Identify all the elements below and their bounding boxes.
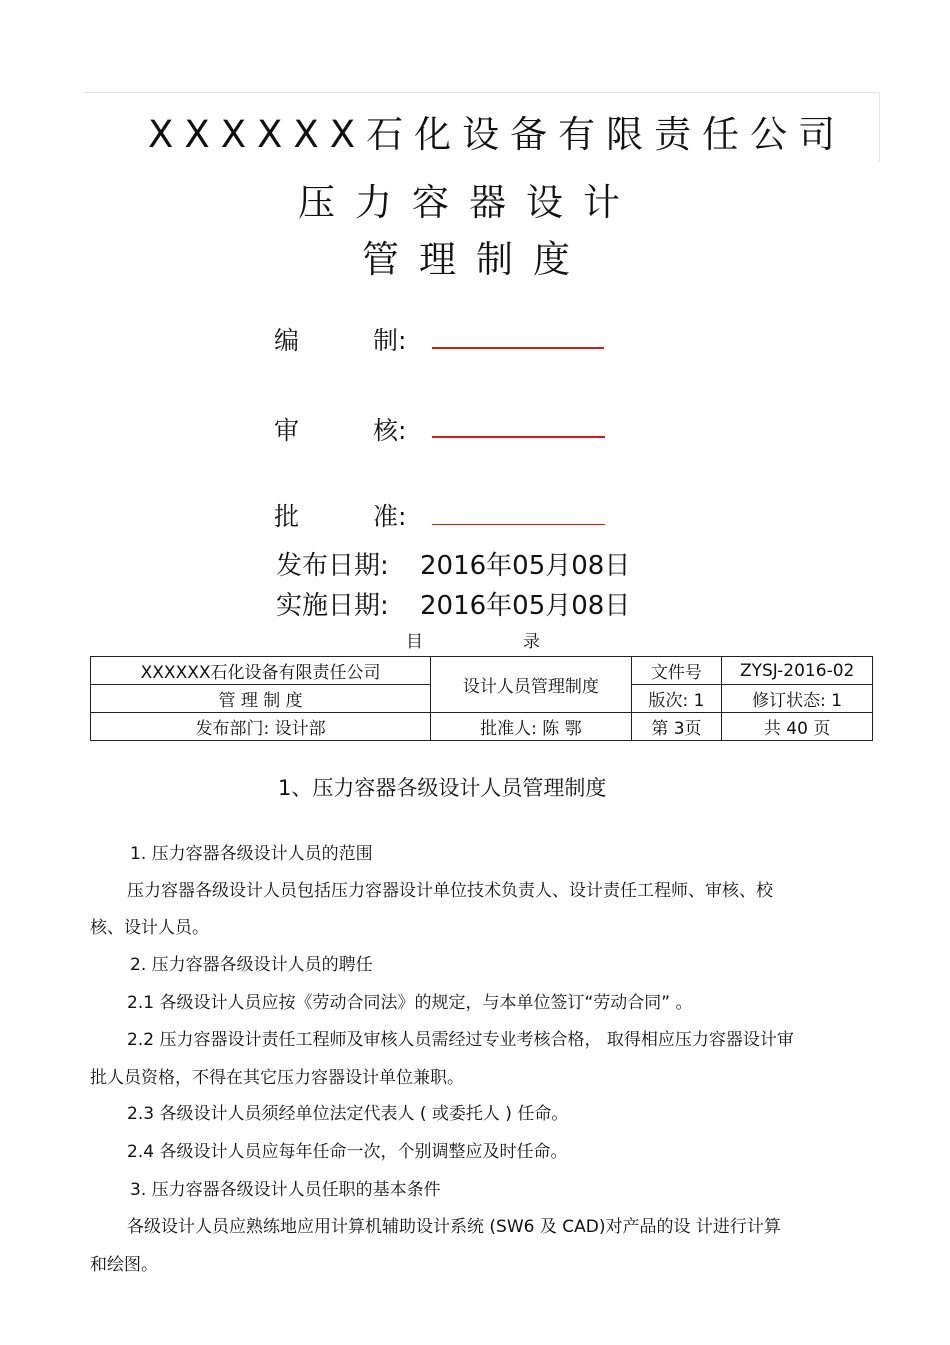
paragraph-line: 和绘图。 [90, 1255, 158, 1275]
paragraph-line: 2.3 各级设计人员须经单位法定代表人 ( 或委托人 ) 任命。 [127, 1104, 569, 1124]
signature-line-review [432, 436, 605, 438]
table-company: XXXXXX石化设备有限责任公司 [91, 657, 431, 685]
signature-label-review-suffix: 核: [373, 416, 407, 445]
publish-date-label: 发布日期: [276, 551, 389, 581]
paragraph-line: 压力容器各级设计人员包括压力容器设计单位技术负责人、设计责任工程师、审核、校 [127, 881, 773, 901]
table-department: 发布部门: 设计部 [91, 713, 431, 741]
effective-date-value: 2016年05月08日 [420, 591, 631, 621]
table-file-no: ZYSJ-2016-02 [722, 657, 873, 685]
table-page: 第 3页 [631, 713, 722, 741]
publish-date-value: 2016年05月08日 [420, 551, 631, 581]
table-approver: 批准人: 陈 鄂 [431, 713, 631, 741]
table-doc-title: 设计人员管理制度 [431, 657, 631, 713]
table-revision: 修订状态: 1 [722, 685, 873, 713]
paragraph-line: 2. 压力容器各级设计人员的聘任 [130, 955, 373, 975]
paragraph-line: 各级设计人员应熟练地应用计算机辅助设计系统 (SW6 及 CAD)对产品的设 计进行计算 [127, 1217, 781, 1237]
toc-heading-char-2: 录 [523, 632, 540, 652]
table-total-pages: 共 40 页 [722, 713, 873, 741]
signature-line-compile [432, 347, 604, 349]
effective-date-label: 实施日期: [276, 591, 389, 621]
signature-label-compile-suffix: 制: [373, 326, 407, 355]
signature-line-approve [432, 524, 605, 525]
paragraph-line: 批人员资格，不得在其它压力容器设计单位兼职。 [90, 1068, 464, 1088]
table-version: 版次: 1 [631, 685, 722, 713]
paragraph-line: 2.4 各级设计人员应每年任命一次，个别调整应及时任命。 [127, 1142, 568, 1162]
header-rule [85, 92, 880, 93]
document-title-line2: 管理制度 [362, 238, 590, 281]
toc-heading-char-1: 目 [406, 632, 423, 652]
section-title: 1、压力容器各级设计人员管理制度 [278, 776, 607, 800]
publish-date-row [276, 545, 631, 582]
document-header-table [90, 656, 873, 741]
document-title-line1: 压力容器设计 [298, 181, 640, 224]
company-name: XXXXXX石化设备有限责任公司 [148, 113, 847, 156]
paragraph-line: 2.1 各级设计人员应按《劳动合同法》的规定，与本单位签订“劳动合同” 。 [127, 993, 693, 1013]
effective-date-row [276, 585, 631, 622]
paragraph-line: 3. 压力容器各级设计人员任职的基本条件 [130, 1180, 441, 1200]
paragraph-line: 1. 压力容器各级设计人员的范围 [130, 844, 373, 864]
signature-label-approve: 批 [274, 502, 300, 531]
paragraph-line: 2.2 压力容器设计责任工程师及审核人员需经过专业考核合格， 取得相应压力容器设计审 [127, 1030, 794, 1050]
signature-label-approve-suffix: 准: [373, 502, 407, 531]
table-system-name: 管 理 制 度 [91, 685, 431, 713]
toc-heading [406, 627, 540, 652]
signature-label-review: 审 [274, 416, 300, 445]
table-file-no-label: 文件号 [631, 657, 722, 685]
signature-label-compile: 编 [274, 326, 300, 355]
paragraph-line: 核、设计人员。 [90, 918, 209, 938]
